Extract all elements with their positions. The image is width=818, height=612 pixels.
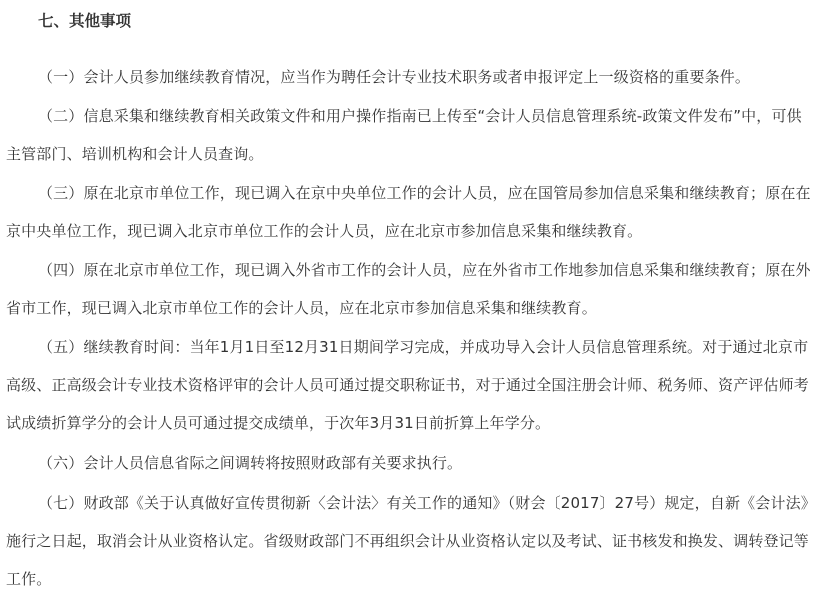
paragraph-3: （三）原在北京市单位工作，现已调入在京中央单位工作的会计人员，应在国管局参加信息采集和继续教育；原在在京中央单位工作，现已调入北京市单位工作的会计人员，应在北京市参加信息采集和继续教育。 xyxy=(6,184,811,240)
paragraph-6: （六）会计人员信息省际之间调转将按照财政部有关要求执行。 xyxy=(38,454,463,472)
paragraph-5: （五）继续教育时间：当年1月1日至12月31日期间学习完成，并成功导入会计人员信息管理系统。对于通过北京市高级、正高级会计专业技术资格评审的会计人员可通过提交职称证书，对于通过全国注册会计师、税务师、资产评估师考试成绩折算学分的会计人员可通过提交成绩单，于次年3月31日前折算上年学分。 xyxy=(6,338,809,432)
section-title: 七、其他事项 xyxy=(38,12,132,30)
paragraph-7: （七）财政部《关于认真做好宣传贯彻新〈会计法〉有关工作的通知》（财会〔2017〕27号）规定，自新《会计法》施行之日起，取消会计从业资格认定。省级财政部门不再组织会计从业资格认定以及考试、证书核发和换发、调转登记等工作。 xyxy=(6,494,809,588)
paragraph-1: （一）会计人员参加继续教育情况，应当作为聘任会计专业技术职务或者申报评定上一级资格的重要条件。 xyxy=(38,68,751,86)
paragraph-4: （四）原在北京市单位工作，现已调入外省市工作的会计人员，应在外省市工作地参加信息采集和继续教育；原在外省市工作，现已调入北京市单位工作的会计人员，应在北京市参加信息采集和继续教育。 xyxy=(6,261,811,317)
paragraph-2: （二）信息采集和继续教育相关政策文件和用户操作指南已上传至“会计人员信息管理系统-政策文件发布”中，可供主管部门、培训机构和会计人员查询。 xyxy=(6,107,802,163)
